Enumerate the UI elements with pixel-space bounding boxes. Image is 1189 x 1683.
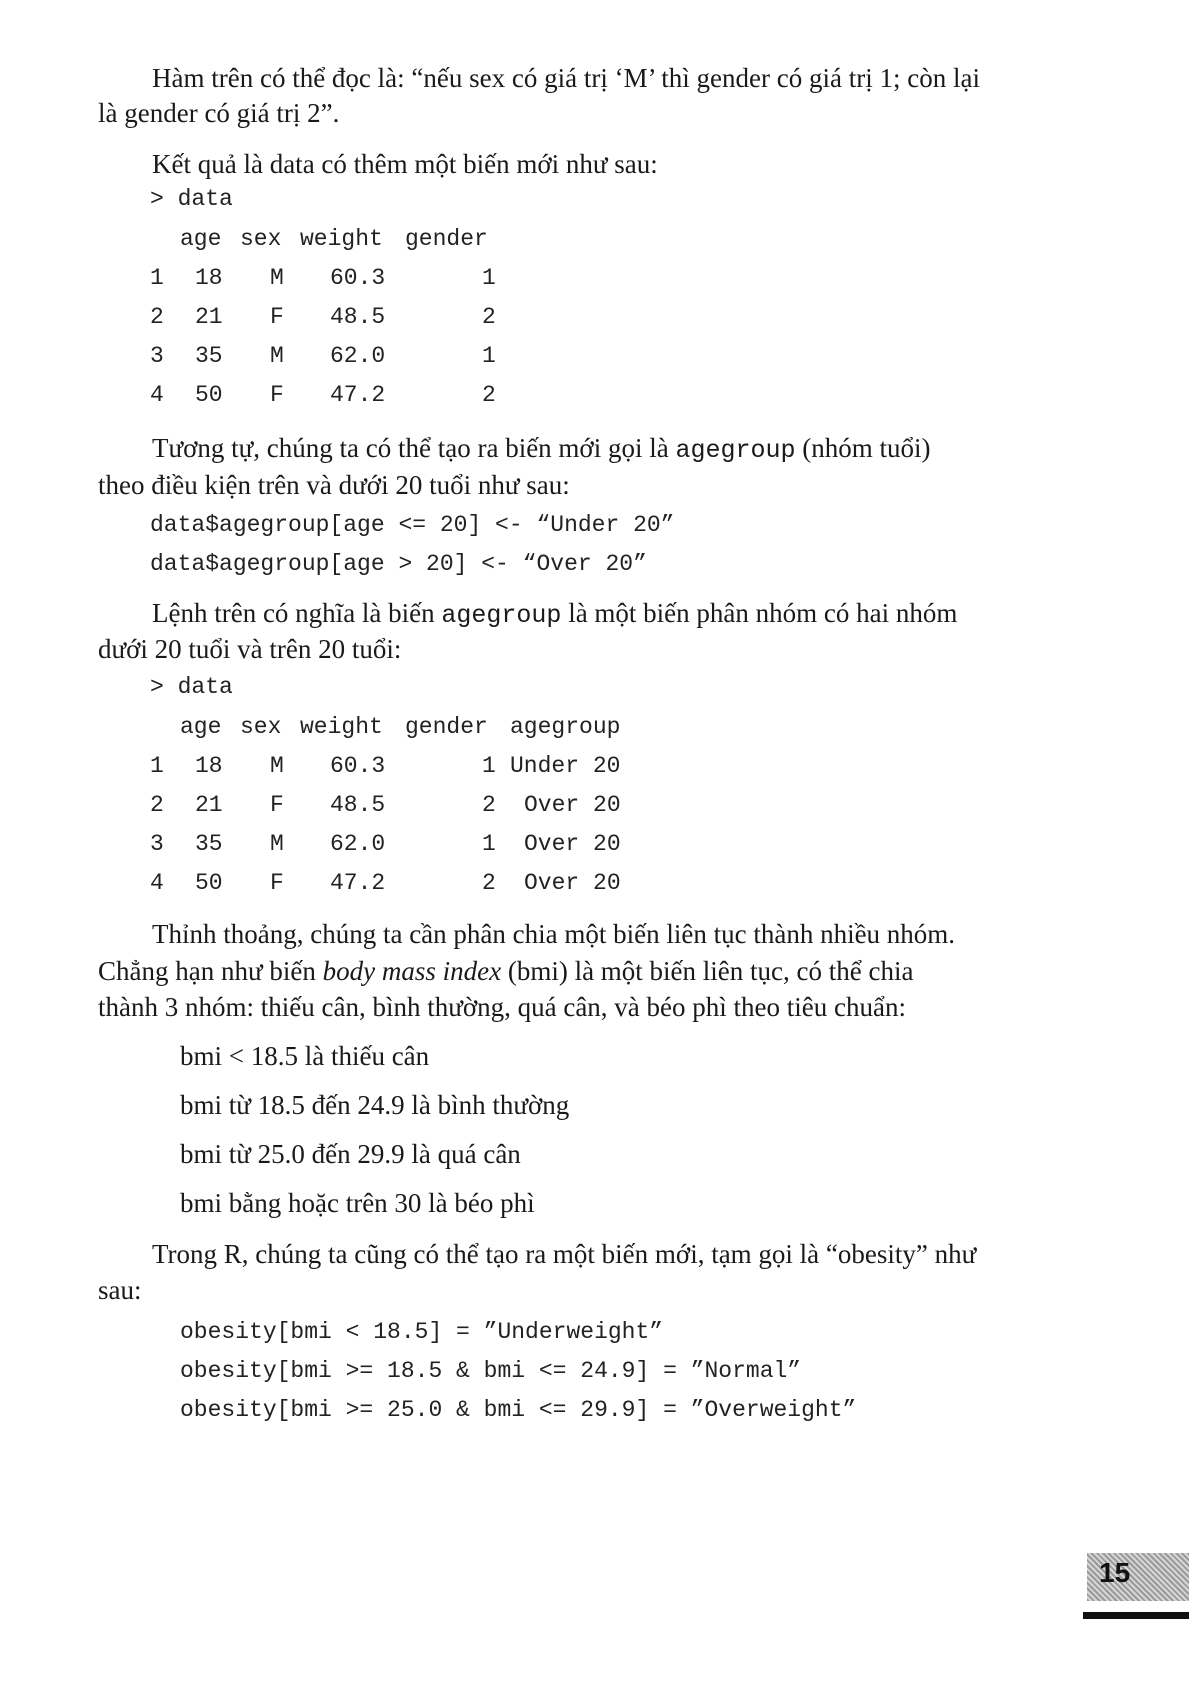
para1-line1: Hàm trên có thể đọc là: “nếu sex có giá trị ‘M’ thì gender có giá trị 1; còn lại bbox=[152, 63, 980, 93]
cell-gender: 1 bbox=[482, 831, 496, 857]
para5-text: Chẳng hạn như biến bbox=[98, 956, 323, 986]
cell-age: 18 bbox=[195, 753, 223, 779]
cell-age: 21 bbox=[195, 304, 223, 330]
para5-line1: Thỉnh thoảng, chúng ta cần phân chia một biến liên tục thành nhiều nhóm. bbox=[152, 919, 956, 949]
para4-text: Lệnh trên có nghĩa là biến bbox=[152, 598, 442, 628]
cell-sex: M bbox=[270, 831, 284, 857]
r-prompt: > data bbox=[150, 674, 233, 700]
cell-agegroup: Over 20 bbox=[524, 831, 621, 857]
para3-text: Tương tự, chúng ta có thể tạo ra biến mới gọi là bbox=[152, 433, 676, 463]
row-index: 4 bbox=[150, 870, 164, 896]
para1-line2: là gender có giá trị 2”. bbox=[98, 98, 340, 128]
para5-text: (bmi) là một biến liên tục, có thể chia bbox=[501, 956, 914, 986]
cell-gender: 1 bbox=[482, 753, 496, 779]
para4-line1 bbox=[152, 595, 957, 634]
cell-weight: 60.3 bbox=[330, 753, 386, 779]
para6-line2: sau: bbox=[98, 1275, 142, 1305]
cell-sex: M bbox=[270, 265, 284, 291]
para3-line2: theo điều kiện trên và dưới 20 tuổi như sau: bbox=[98, 470, 570, 500]
cell-gender: 1 bbox=[482, 265, 496, 291]
cell-age: 21 bbox=[195, 792, 223, 818]
cell-sex: M bbox=[270, 753, 284, 779]
code-line: obesity[bmi < 18.5] = ”Underweight” bbox=[180, 1319, 664, 1345]
col-header: sex bbox=[240, 714, 282, 740]
code-line: data$agegroup[age <= 20] <- “Under 20” bbox=[150, 512, 675, 538]
cell-gender: 2 bbox=[482, 792, 496, 818]
row-index: 1 bbox=[150, 265, 164, 291]
cell-agegroup: Over 20 bbox=[524, 792, 621, 818]
col-header: sex bbox=[240, 226, 282, 252]
row-index: 3 bbox=[150, 343, 164, 369]
criteria-item: bmi < 18.5 là thiếu cân bbox=[180, 1041, 430, 1071]
code-line: data$agegroup[age > 20] <- “Over 20” bbox=[150, 551, 647, 577]
row-index: 2 bbox=[150, 792, 164, 818]
col-header: gender bbox=[405, 226, 488, 252]
cell-age: 35 bbox=[195, 831, 223, 857]
cell-weight: 60.3 bbox=[330, 265, 386, 291]
cell-gender: 2 bbox=[482, 304, 496, 330]
footer-rule bbox=[1083, 1612, 1189, 1619]
cell-agegroup: Under 20 bbox=[510, 753, 621, 779]
cell-weight: 47.2 bbox=[330, 382, 386, 408]
row-index: 4 bbox=[150, 382, 164, 408]
para3-line1 bbox=[152, 430, 930, 469]
cell-agegroup: Over 20 bbox=[524, 870, 621, 896]
col-header: agegroup bbox=[510, 714, 621, 740]
cell-weight: 62.0 bbox=[330, 343, 386, 369]
para4-text: là một biến phân nhóm có hai nhóm bbox=[561, 598, 958, 628]
para5-line3: thành 3 nhóm: thiếu cân, bình thường, quá cân, và béo phì theo tiêu chuẩn: bbox=[98, 992, 906, 1022]
cell-gender: 1 bbox=[482, 343, 496, 369]
col-header: weight bbox=[300, 714, 383, 740]
para6-line1: Trong R, chúng ta cũng có thể tạo ra một biến mới, tạm gọi là “obesity” như bbox=[152, 1239, 977, 1269]
code-line: obesity[bmi >= 25.0 & bmi <= 29.9] = ”Overweight” bbox=[180, 1397, 857, 1423]
code-line: obesity[bmi >= 18.5 & bmi <= 24.9] = ”Normal” bbox=[180, 1358, 802, 1384]
cell-sex: F bbox=[270, 870, 284, 896]
r-prompt: > data bbox=[150, 186, 233, 212]
col-header: age bbox=[180, 714, 222, 740]
cell-weight: 48.5 bbox=[330, 792, 386, 818]
page-number: 15 bbox=[1099, 1557, 1131, 1588]
cell-weight: 47.2 bbox=[330, 870, 386, 896]
cell-weight: 48.5 bbox=[330, 304, 386, 330]
cell-sex: M bbox=[270, 343, 284, 369]
col-header: gender bbox=[405, 714, 488, 740]
para2: Kết quả là data có thêm một biến mới như sau: bbox=[152, 149, 658, 179]
cell-sex: F bbox=[270, 792, 284, 818]
cell-gender: 2 bbox=[482, 870, 496, 896]
emphasis: body mass index bbox=[322, 956, 502, 986]
cell-age: 35 bbox=[195, 343, 223, 369]
row-index: 2 bbox=[150, 304, 164, 330]
page-number-box bbox=[1087, 1553, 1189, 1601]
inline-code: agegroup bbox=[441, 601, 562, 630]
para5-line2 bbox=[98, 953, 913, 990]
criteria-item: bmi từ 25.0 đến 29.9 là quá cân bbox=[180, 1139, 521, 1169]
cell-age: 18 bbox=[195, 265, 223, 291]
col-header: age bbox=[180, 226, 222, 252]
criteria-item: bmi bằng hoặc trên 30 là béo phì bbox=[180, 1188, 535, 1218]
cell-weight: 62.0 bbox=[330, 831, 386, 857]
para3-text: (nhóm tuổi) bbox=[795, 433, 931, 463]
cell-sex: F bbox=[270, 382, 284, 408]
cell-gender: 2 bbox=[482, 382, 496, 408]
row-index: 3 bbox=[150, 831, 164, 857]
cell-sex: F bbox=[270, 304, 284, 330]
inline-code: agegroup bbox=[675, 436, 796, 465]
col-header: weight bbox=[300, 226, 383, 252]
criteria-item: bmi từ 18.5 đến 24.9 là bình thường bbox=[180, 1090, 570, 1120]
cell-age: 50 bbox=[195, 382, 223, 408]
cell-age: 50 bbox=[195, 870, 223, 896]
row-index: 1 bbox=[150, 753, 164, 779]
para4-line2: dưới 20 tuổi và trên 20 tuổi: bbox=[98, 634, 402, 664]
